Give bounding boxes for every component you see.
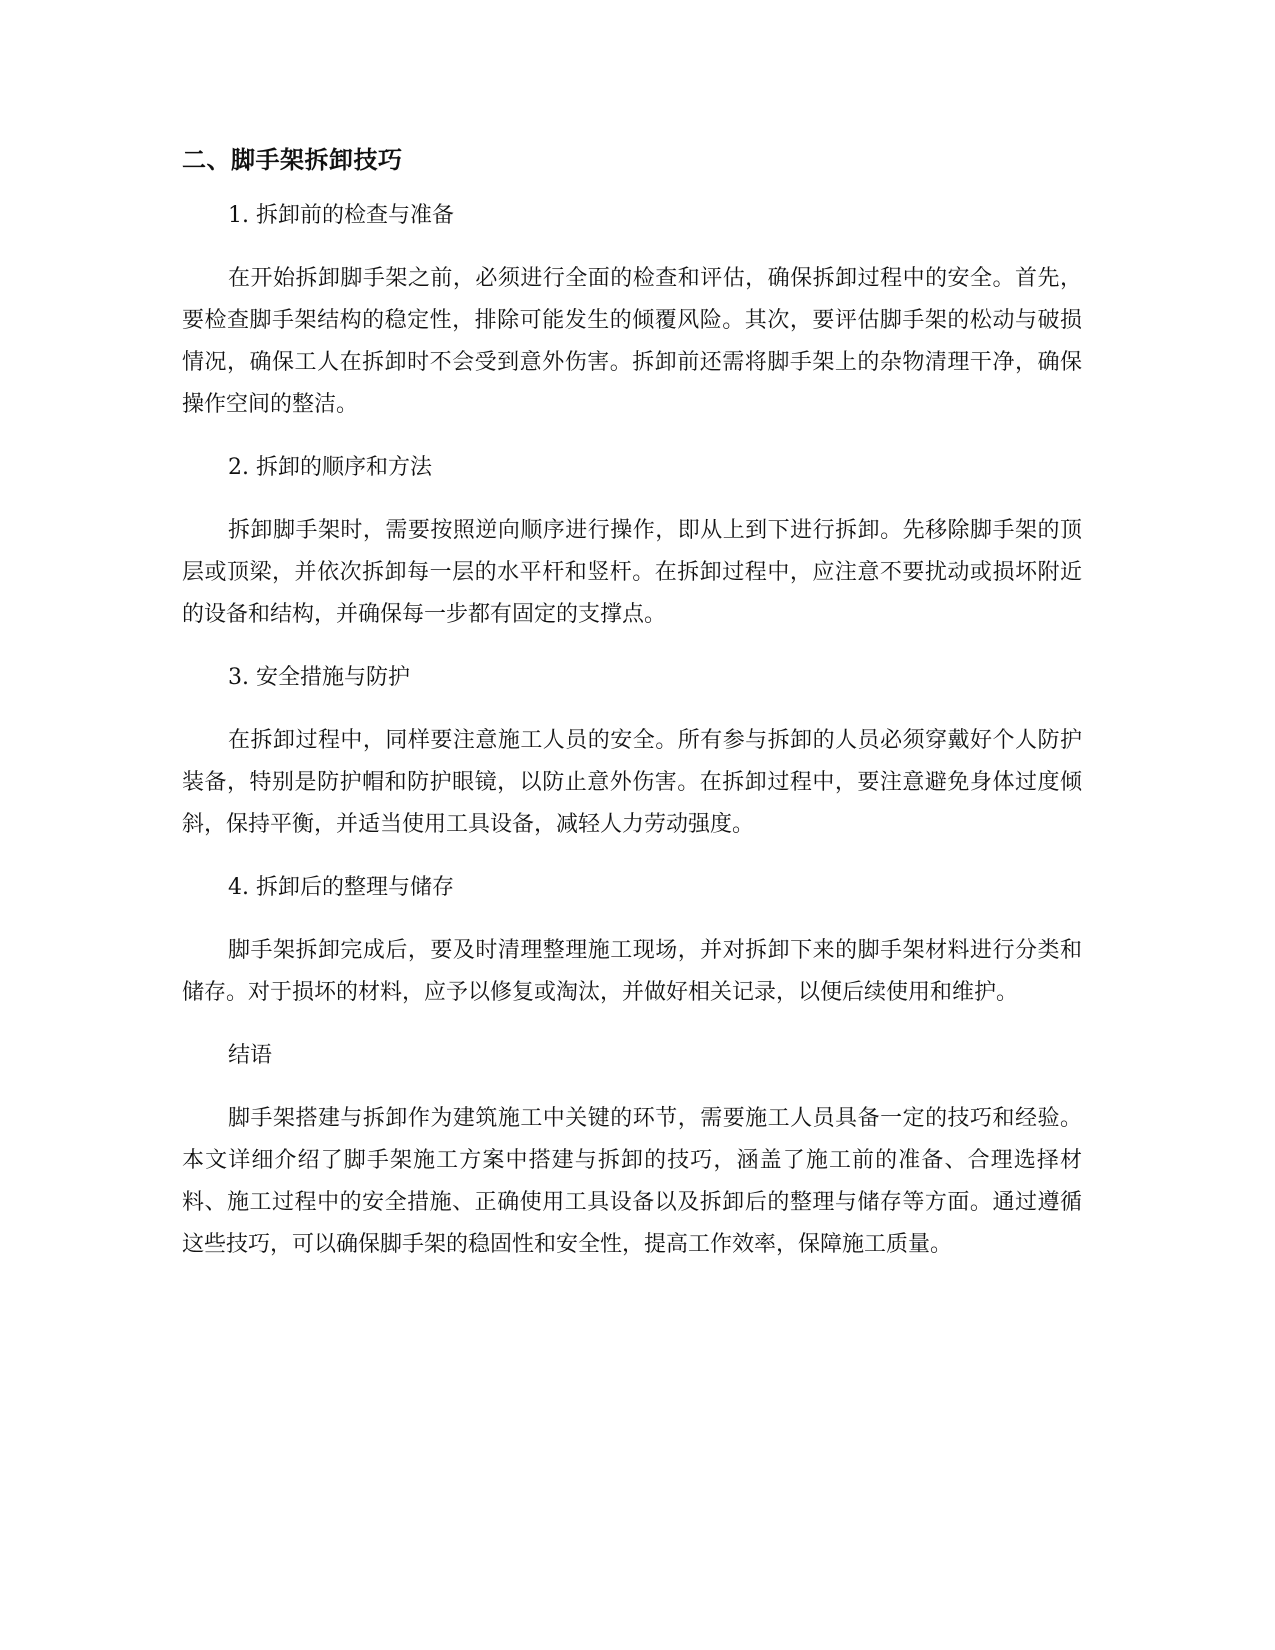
paragraph-3: 在拆卸过程中，同样要注意施工人员的安全。所有参与拆卸的人员必须穿戴好个人防护装备，特别是防护帽和防护眼镜，以防止意外伤害。在拆卸过程中，要注意避免身体过度倾斜，保持平衡，并适当使用工具设备，减轻人力劳动强度。 xyxy=(182,728,1082,837)
subheading-3: 3. 安全措施与防护 xyxy=(228,665,410,690)
paragraph-4: 脚手架拆卸完成后，要及时清理整理施工现场，并对拆卸下来的脚手架材料进行分类和储存。对于损坏的材料，应予以修复或淘汰，并做好相关记录，以便后续使用和维护。 xyxy=(182,938,1082,1005)
section-2 xyxy=(182,450,1082,636)
section-4 xyxy=(182,870,1082,1014)
paragraph-1: 在开始拆卸脚手架之前，必须进行全面的检查和评估，确保拆卸过程中的安全。首先，要检查脚手架结构的稳定性，排除可能发生的倾覆风险。其次，要评估脚手架的松动与破损情况，确保工人在拆卸时不会受到意外伤害。拆卸前还需将脚手架上的杂物清理干净，确保操作空间的整洁。 xyxy=(182,266,1082,417)
subheading-4: 4. 拆卸后的整理与储存 xyxy=(228,875,454,900)
section-title: 二、脚手架拆卸技巧 xyxy=(182,146,403,174)
conclusion-section xyxy=(182,1038,1082,1266)
conclusion-heading: 结语 xyxy=(228,1043,273,1068)
conclusion-paragraph: 脚手架搭建与拆卸作为建筑施工中关键的环节，需要施工人员具备一定的技巧和经验。本文详细介绍了脚手架施工方案中搭建与拆卸的技巧，涵盖了施工前的准备、合理选择材料、施工过程中的安全措施、正确使用工具设备以及拆卸后的整理与储存等方面。通过遵循这些技巧，可以确保脚手架的稳固性和安全性，提高工作效率，保障施工质量。 xyxy=(182,1106,1082,1257)
document-page xyxy=(182,140,1082,1290)
paragraph-2: 拆卸脚手架时，需要按照逆向顺序进行操作，即从上到下进行拆卸。先移除脚手架的顶层或顶梁，并依次拆卸每一层的水平杆和竖杆。在拆卸过程中，应注意不要扰动或损坏附近的设备和结构，并确保每一步都有固定的支撑点。 xyxy=(182,518,1082,627)
subheading-1: 1. 拆卸前的检查与准备 xyxy=(228,203,454,228)
section-1 xyxy=(182,198,1082,426)
section-3 xyxy=(182,660,1082,846)
subheading-2: 2. 拆卸的顺序和方法 xyxy=(228,455,432,480)
